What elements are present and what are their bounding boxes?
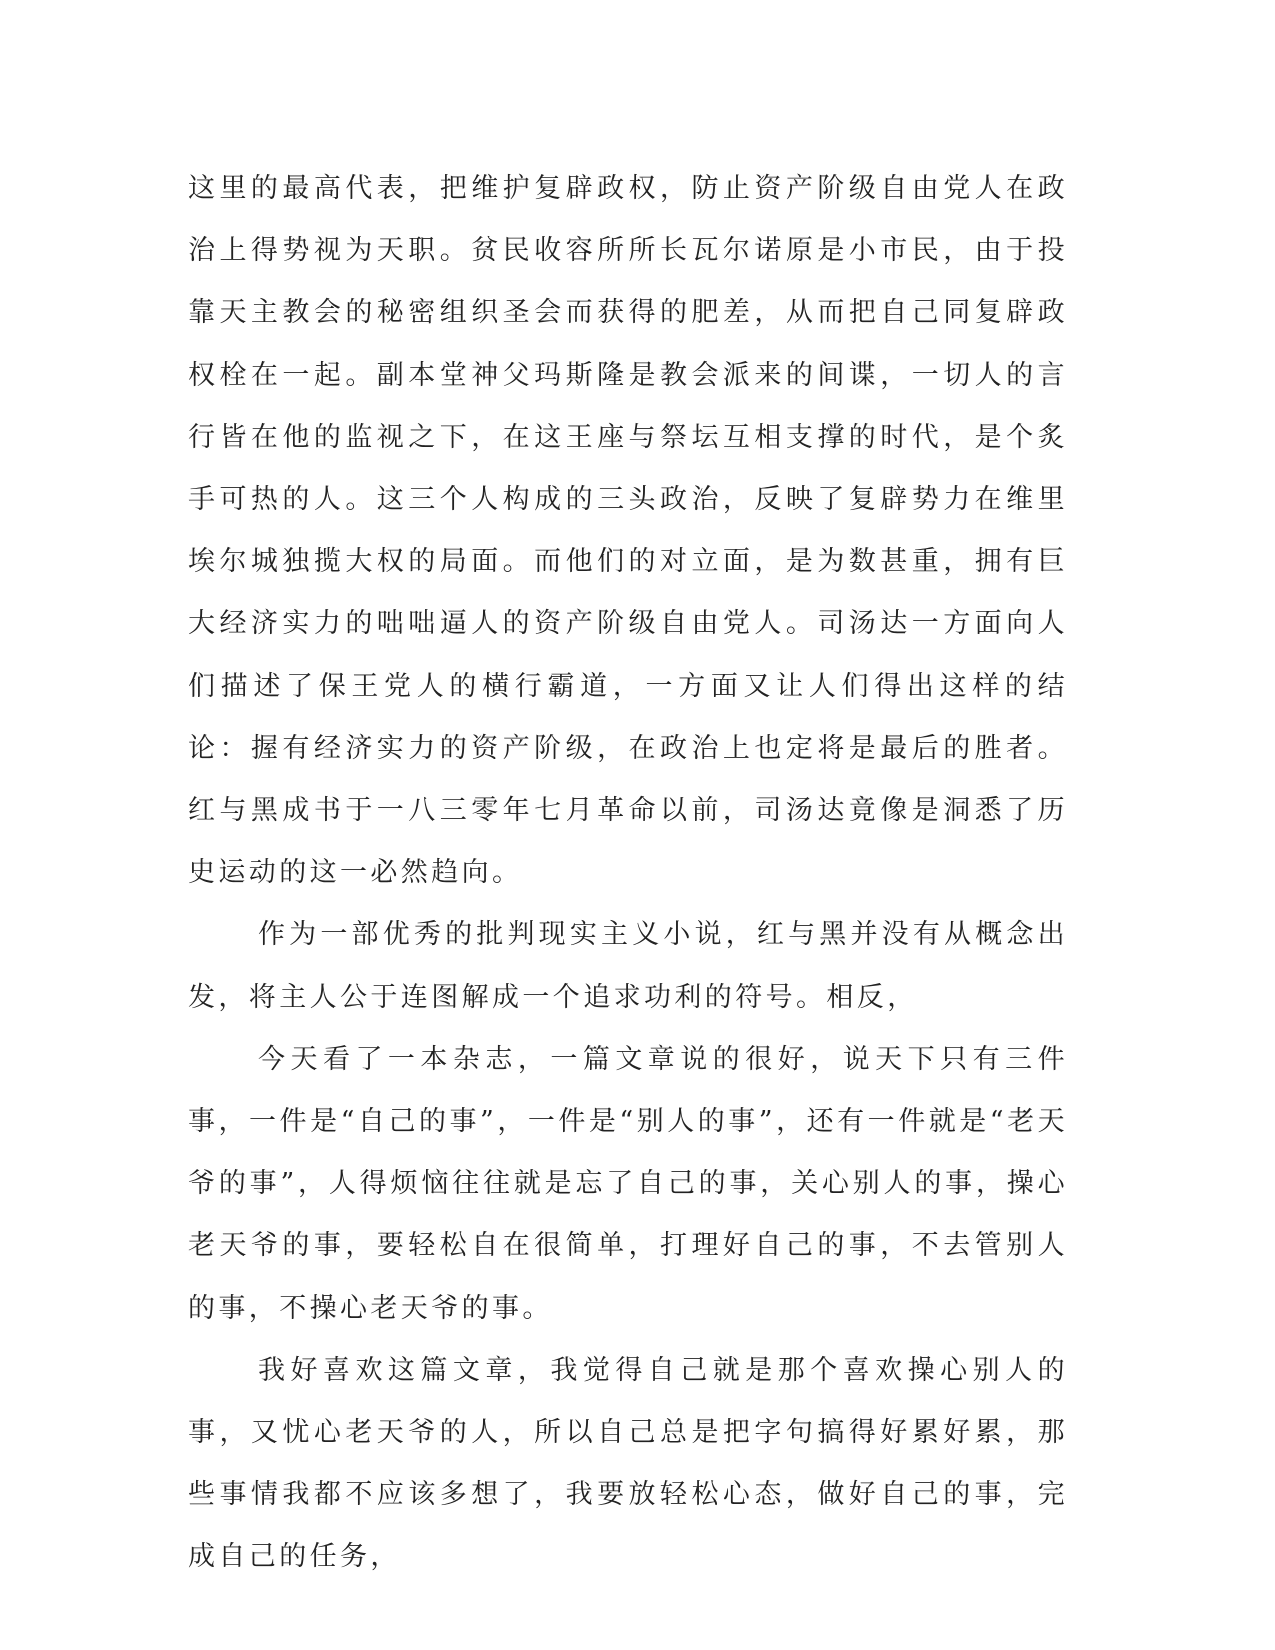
paragraph-2: 作为一部优秀的批判现实主义小说，红与黑并没有从概念出发，将主人公于连图解成一个追求功利的符号。相反， [188, 919, 1068, 1013]
paragraph-4: 我好喜欢这篇文章，我觉得自己就是那个喜欢操心别人的事，又忧心老天爷的人，所以自己总是把字句搞得好累好累，那些事情我都不应该多想了，我要放轻松心态，做好自己的事，完成自己的任务， [188, 1354, 1068, 1573]
paragraph-1: 这里的最高代表，把维护复辟政权，防止资产阶级自由党人在政治上得势视为天职。贫民收容所所长瓦尔诺原是小市民，由于投靠天主教会的秘密组织圣会而获得的肥差，从而把自己同复辟政权栓在一起。副本堂神父玛斯隆是教会派来的间谍，一切人的言行皆在他的监视之下，在这王座与祭坛互相支撑的时代，是个炙手可热的人。这三个人构成的三头政治，反映了复辟势力在维里埃尔城独揽大权的局面。而他们的对立面，是为数甚重，拥有巨大经济实力的咄咄逼人的资产阶级自由党人。司汤达一方面向人们描述了保王党人的横行霸道，一方面又让人们得出这样的结论：握有经济实力的资产阶级，在政治上也定将是最后的胜者。红与黑成书于一八三零年七月革命以前，司汤达竟像是洞悉了历史运动的这一必然趋向。 [188, 173, 1068, 889]
paragraph-3: 今天看了一本杂志，一篇文章说的很好，说天下只有三件事，一件是“自己的事”，一件是“别人的事”，还有一件就是“老天爷的事”，人得烦恼往往就是忘了自己的事，关心别人的事，操心老天爷的事，要轻松自在很简单，打理好自己的事，不去管别人的事，不操心老天爷的事。 [188, 1043, 1068, 1324]
document-body [188, 158, 1068, 1589]
